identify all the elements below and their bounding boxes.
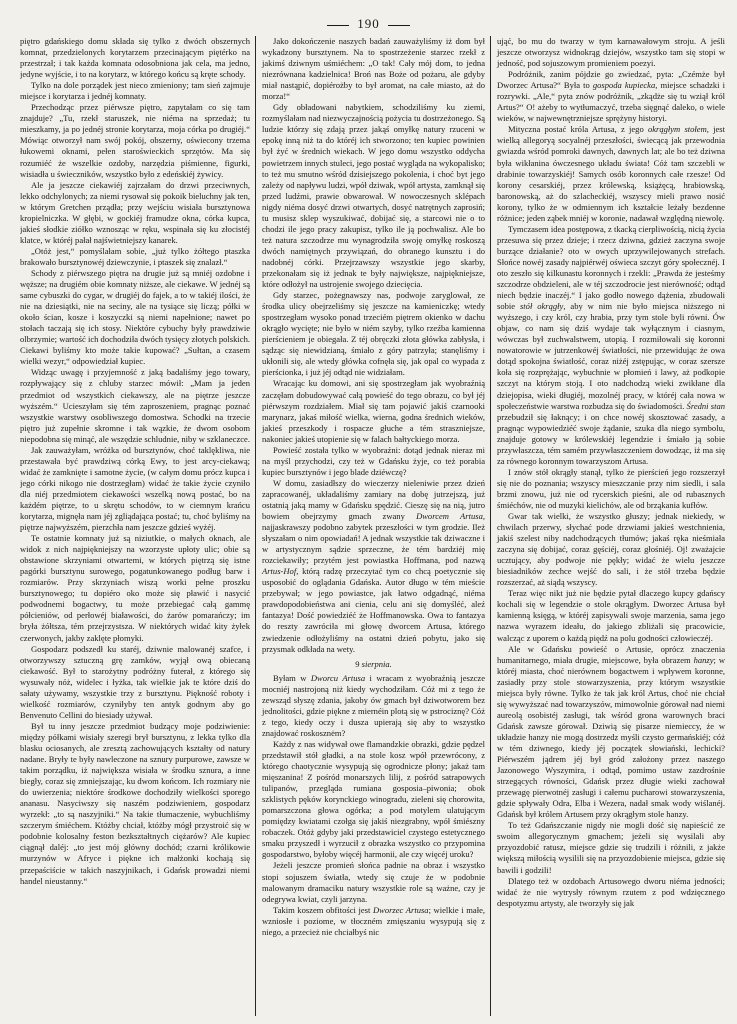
paragraph-text: ; w któréj miasta, choć nierównem bogactwem i wpływem koronne, zasiadły przy stole stowarzyszenia, przy którym wszystkie miejsca były równe. Tylko że tak jak król Artus, choć nie chciał się wywyższać nad towarzyszów, mimowolnie górował nad niemi aureolą osobistéj zasługi, tak wśród grona warownych braci Gdańsk zawsze górował. Dziwią się pisarze niemieccy, że w układzie hanzy nie mogą dostrzedz myśli czysto germańskiéj; cóż w tém dziwnego, kiedy jéj początek słowiański, lechicki? Piérwszém jądrem jéj był gród założony przez naszego Jazonowego Wyszymira, i odtąd, pomimo ustaw zazdrośnie strzegących równości, Gdańsk przez długie wieki zachował przewagę pierwotnéj zasługi i całemu pucharowi stowarzyszenia, gdzie spływały Odra, Elba i Wezera, nadał smak wody wiślanéj. Gdańsk był królem Artusem przy okrągłym stole hanzy. — [497, 654, 725, 820]
paragraph-text: Podróżnik, zanim pójdzie go zwiedzać, pyta: „Czémże był Dworzec Artusa?“ Była to — [497, 69, 725, 91]
column-3 — [490, 36, 725, 1016]
paragraph — [20, 268, 250, 367]
date-month: sierpnia. — [361, 658, 392, 669]
paragraph — [20, 533, 250, 643]
italic-phrase: Dworzec Artusa — [372, 904, 429, 915]
paragraph — [497, 69, 725, 124]
paragraph-text: Jak zauważyłam, wróżka od bursztynów, choć taklękliwa, nie przestawała być prawdziwą córką Ewy, to jest arcy-ciekawą; widać że zamknięte i samotne życie, (w całym domu prócz kupca i jego córki nikogo nie dostrzegłam) widać że takie życie czyniło dla niéj przedmiotem ciekawości wszelką nową postać, bo na każdém piętrze, to u skrętu schodów, to w ciemnym krańcu korytarza, mignęła nam jéj zgliądająca postać; tu, choć byliśmy na piętrze najwyższém, pierzchła nam jeszcze gdzieś wyżéj. — [20, 444, 250, 533]
paragraph-text: Każdy z nas widywał owe flamandzkie obrazki, gdzie pędzel przedstawił stół gładki, a na stole kosz wpół przewrócony, z którego chaotycznie wysypują się ogrodnicze płony; jakaż tam mięszanina! Z pośród monarszych lilij, z pośród satrapowych tulipanów, przegląda rumiana gosposia–piwonia; obok szklistych pęków korynckiego winogradu, zieleni się chorowita, pomarszczona głowa ogórka; a pod motylem ulatującym pomiędzy kwiatami czołga się jakiś niezgrabny, wpół śmiészny robaczek. Otóż gdyby jaki przedstawiciel czystego estetycznego smaku przyszedł i wyrzucił z obrazka wszystko co przypomina gospodarstwo, byłoby więcéj harmonii, ale czy więcéj uroku? — [262, 738, 485, 860]
paragraph-text: piętro gdańskiego domu składa się tylko z dwóch obszernych komnat, przedzielonych korytarzem przecinającym piętérko na przestrzał; i tak każda komnata odosobniona jak cela, ma jedno, jedyne wyjście, i to na korytarz, w którego końcu są kręte schody. — [20, 36, 250, 80]
paragraph-text: Jeżeli jeszcze promień słońca padnie na obraz i wszystko stopi sojuszem światła, wtedy się czuje że w podobnie malowanym dramaciku natury wszystkie role są ważne, czy je odegrywa kwiat, czyli jarzyna. — [262, 860, 485, 904]
page-number — [0, 16, 737, 32]
paragraph-text: Tylko na dole porządek jest nieco zmieniony; tam sień zajmuje miejsce i korytarza i jednéj komnaty. — [20, 80, 250, 102]
paragraph-text: , miejsce schadzki i rozrywki. „Ale,“ pyta znów podróżnik, „zkądże się tu wziął król Artus?“ O! ażeby to wytłumaczyć, trzeba sięgnąć daleko, o wiele wieków, w najwewnętrzniejsze sprężyny historyi. — [497, 80, 725, 124]
paragraph — [262, 378, 485, 444]
italic-phrase: okrągłym stołem — [647, 124, 707, 135]
paragraph — [20, 246, 250, 268]
paragraph — [497, 36, 725, 69]
paragraph-text: przebudził się łaknący; i on chce nowéj skosztować zasady, a pragnąc wypowiedziéć swoje żądanie, szuka dla niego symbolu, znajduje gotowy w królewskiéj legendzie i śmiało ją sobie przywłaszcza, tém samém przywłaszczeniem dowodząc, iż ma się za równego koronnym towarzyszom Artusa. — [497, 411, 725, 466]
paragraph-text: „Otóż jest,“ pomyślałam sobie, „już tylko żółtego ptaszka brakowało bursztynowéj dziewczynie, i ptaszek się znalazł.“ — [20, 245, 250, 267]
paragraph — [262, 478, 485, 655]
paragraph-text: Takim koszem obfitości jest — [273, 904, 373, 915]
paragraph — [20, 180, 250, 246]
paragraph-text: Dlatego też w ozdobach Artusowego dworu niéma jedności; widać że nie wytrysły równym rzutem z pod wdzięcznego despotyzmu artysty, ale tworzyły się jak — [497, 875, 725, 908]
paragraph-text: I znów stół okrągły stanął, tylko że pierścień jego rozszerzył się nie do poznania; wszyscy mieszczanie przy nim siedli, i sala brzmi znowu, już nie od rycerskich pieśni, ale od rubasznych śmiéchów, nie od muzyki kielichów, ale od brząkania kufłów. — [497, 466, 725, 510]
paragraph — [262, 102, 485, 290]
paragraph — [497, 467, 725, 511]
paragraph — [262, 36, 485, 102]
paragraph-text: Gwar tak wielki, że wszystko głuszy; jednak niekiedy, w chwilach przerwy, słychać pode drzwiami jakieś westchnienia, jakiś szelest niby nadchodzących tłumów; jakaś ręka nieśmiała zaczyna się dobijać, coraz gęściéj, coraz głośniéj. Oj! zważajcie ucztujący, aby podwoje nie pękły; widać że wielu jeszcze biesiadników zechce wejść do sali, i że stół trzeba będzie rozszerzać, aż siądą wszyscy. — [497, 511, 725, 588]
paragraph — [262, 739, 485, 861]
paragraph-text: To też Gdańszczanie nigdy nie mogli dość się napieścić ze swoim allegorycznym gmachem; jeżeli się wysilali aby przyozdobić ratusz, miejsce gdzie się trudzili i różnili, z jakże większą miłością wysilili się na przyozdobienie miejsca, gdzie się bawili i godzili! — [497, 820, 725, 875]
paragraph-text: Te ostatnie komnaty już są niziutkie, o małych oknach, ale widok z nich najpiękniejszy na wzorzyste upłoty ulic; obie są obstawione skrzyniami otwartemi, w których piętrzą się istne pagórki bursztynu surowego, pogatunkowanego podług barw i rozmiarów. Przy skrzyniach wiszą worki pełne proszku bursztynowego; tu dopiéro oko może się pławić i nasycić podwodnemi bogactwy, tu może przebiegać całą gammę półcieniów, od perłowéj białawości, do żarów pomarańczy; im bryła żółtsza, tém przejrzystsza. W niektórych widać kity żyłek czerwonych, jakby zaklęte płomyki. — [20, 533, 250, 643]
paragraph — [497, 224, 725, 467]
paragraph-text: Powieść została tylko w wyobraźni: dotąd jednak nieraz mi na myśl przychodzi, czy też w Gdańsku żyje, co też porabia kupiec bursztynów i jego blade dziéwczę? — [262, 444, 485, 477]
paragraph-text: Widząc uwagę i przyjemność z jaką badaliśmy jego towary, rozpływający się z chluby starzec mówił: „Mam ja jeden przedmiot od wszystkich ciekawszy, ale na piętrze jeszcze wyższém.“ Ucieszyłam się tém zaproszeniem, pragnąc poznać wszystkie warstwy osobliwszego domostwa. Schodki na trzecie piętro już zupełnie skromne i tak wązkie, że dwom osobom niepodobna się minąć, ale wszędzie schludnie, niby w szklaneczce. — [20, 367, 250, 444]
paragraph-text: , jest wielką allegoryą socyalnéj przeszłości, świecącą jak przewodnia gwiazda wśród pomroki dawnych, dawnych lat; ale bo też dziwna była wikłanina ówczesnego układu świata! Cóż tam szczebli w drabinie towarzyskiéj! Samych osób koronnych całe rzesze! Od korony cesarskiéj, przez królewską, książęcą, hrabiowską, baronowską, aż do szlacheckiéj, wszyscy mieli prawo nosić korony, tylko że w odmiennym ich kształcie leżały bezdenne różnice; jeden ząbek mniéj w koronie, nadawał względną niewolę. — [497, 124, 725, 223]
paragraph — [262, 860, 485, 904]
paragraph-text: Przechodząc przez piérwsze piętro, zapytałam co się tam znajduje? „Tu, rzekł staruszek, nie niéma na sprzedaż; tu mieszkamy, ja po jednéj stronie korytarza, moja córka po drugiéj.“ Mówiąc otworzył nam swój pokój, obszerny, oświecony trzema łukowemi oknami, pełen staroświeckich sprzętów. Ma się rozumiéć że wszelkie ozdoby, narzędzia piśmienne, figurki, wisiadła u świeczników, wszystko było z edeńskiéj żywicy. — [20, 102, 250, 179]
paragraph-text: Jako dokończenie naszych badań zauważyliśmy iż dom był wykadzony bursztynem. Na to spostrzeżenie starzec rzekł z jakimś dziwnym uśmiéchem: „O tak! Cały mój dom, to jedna niezrównana kadzielnica! Broń nas Boże od pożaru, ale gdyby miał nastąpić, dopiérożby to był aromat, na całe miasto, aż do morza!“ — [262, 36, 485, 102]
paragraph-text: Wracając ku domowi, ani się spostrzegłam jak wyobraźnią zaczęłam dobudowywać całą powieść do tego obrazu, co był jéj piérwszym rozdziałem. Miał się tam pojawić jakiś czarnooki marynarz, jakaś miłość wielka, wierna, godna średnich wieków, jakieś przeszkody i rospacze głuche a tém straszniejsze, nakoniec jakieś utopienie się w falach bałtyckiego morza. — [262, 378, 485, 444]
paragraph — [20, 367, 250, 444]
paragraph-text: Był tu inny jeszcze przedmiot budzący moje podziwienie: między półkami wisiały szeregi brył bursztynu, z lekka tylko dla blasku ociosanych, ale zresztą zachowujących kształty od natury nadane. Bryły te były nawleczone na sznury purpurowe, zawsze w takim porządku, iż największa wisiała w środku sznura, a inne biegły, coraz się zmniejszając, ku dwom końcom. Ich rozmiary nie do uwierzenia; niektóre środkowe dochodziły wielkości sporego ananasu. Nasyciwszy się naszém podziwieniem, gospodarz wyrzekł: „to są naszyjniki.“ Na takie tłumaczenie, wybuchliśmy szczerym śmiéchem. Któżby chciał, któżby mógł przystroić się w podobnie kolosalny feston bezkształtnych ciężarów? Ale kupiec ciągnął daléj: „to jest mój główny dochód; czarni królikowie murzynów w Afryce i piękne ich małżonki kochają się przepaściście w takich naszyjnikach, i Gdańsk prowadzi niemi handel nieustanny.“ — [20, 720, 250, 886]
paragraph — [497, 124, 725, 223]
paragraph — [262, 673, 485, 739]
paragraph-text: , aby w nim nie było miejsca niższego ni wyższego, i czy król, czy hrabia, przy tym stole byli równi. Ów objaw, co nam się dziś wydaje tak wyłącznym i ciasnym, wówczas był zuchwalstwem, utopią. I rozmiłowali się koronni nowatorowie w jutrzenkowéj światłości, nie przewidując że owa dotąd spokojna światłość, coraz niżéj zstępując, w coraz szersze koła się rozprężając, wybuchnie w płomień i lawy, aż podkopie szczyt na którym stoją. I oto nadchodzą wieki zwikłane dla dziejopisa, wieki długiéj, mozolnéj pracy, w któréj cała nowa w społeczeństwie warstwa rozbudza się do świadomości. — [497, 301, 725, 411]
paragraph — [262, 905, 485, 938]
paragraph — [497, 588, 725, 643]
italic-phrase: Dworcu Artusa — [310, 672, 366, 683]
paragraph — [20, 644, 250, 721]
page-number-dash-left — [327, 25, 349, 26]
date-heading — [262, 659, 485, 670]
italic-phrase: Średni stan — [686, 400, 725, 411]
paragraph-text: Tymczasem idea postępowa, z tkacką cierpliwością, nicią życia przesuwa się przez dzieje; i rzecz dziwna, gdzież zaczyna swoje burzące działanie? oto w owych uprzywilejowanych strefach. Słońce nowéj zasady najpiérwéj oświeca szczyt góry społecznéj. I oto zeszło się kilkunastu koronnych i rzekli: „Prawda że jesteśmy szczodrze obdzieleni, ale w téj szczodrocie jest nierówność; odtąd niech będzie inaczéj.“ I jako godło nowego dążenia, zbudowali sobie — [497, 223, 725, 312]
paragraph-text: Schody z piérwszego piętra na drugie już są mniéj ozdobne i węższe; na drugiém obie komnaty niższe, ale ciekawe. W jednéj są same cybuszki do cygar, w drugiéj do fajek, a to w takiéj ilości, że nie na dziesiątki, nie na seciny, ale na tysiące się liczą; półki w około ścian, kosze i koszyczki są niemi napełnione; nawet po stołach taczają się ich stosy. Niektóre cybuchy były prawdziwie olbrzymie; wartość ich dochodziła dwóch tysięcy złotych polskich. Ciekawi byliśmy kto może takie kupować? „Sułtan, a czasem wielki wezyr,“ odpowiedział kupiec. — [20, 267, 250, 367]
paragraph — [20, 102, 250, 179]
paragraph — [497, 511, 725, 588]
italic-phrase: gospoda kupiecka — [592, 80, 656, 91]
paragraph — [20, 36, 250, 80]
paragraph-text: Ale w Gdańsku powieść o Artusie, oprócz znaczenia humanitarnego, miała drugie, miejscowe, była obrazem — [497, 643, 725, 665]
paragraph-text: Teraz więc nikt już nie będzie pytał dlaczego kupcy gdańscy kochali się w legendzie o stole okrągłym. Dworzec Artusa był kamienną księgą, w któréj zapisywali swoje marzenia, sama jego nazwa wyrazem ideału, do jakiego zbliżali się pracowicie, walcząc z uporem o każdą piędź na polu godności człowieczéj. — [497, 588, 725, 643]
paragraph — [497, 820, 725, 875]
paragraph — [497, 876, 725, 909]
paragraph — [262, 290, 485, 378]
italic-phrase: stół okrągły — [519, 301, 564, 312]
page-number-text: 190 — [357, 16, 380, 31]
paragraph — [497, 644, 725, 821]
paragraph — [20, 445, 250, 533]
italic-phrase: Artus-Hof — [262, 566, 297, 577]
paragraph-text: i wracam z wyobraźnią jeszcze mocniéj nastrojoną niż kiedy wychodziłam. Cóż mi z tego że zewsząd słyszę zdania, jakoby ów gmach był dziwotworem bez jednolitości, gdzie piękne z miernéin plotą się w pstrociznę? Cóż z tego, kiedy oczy i dusza upierają się aby to wszystko znajdować roskosznėm? — [262, 672, 486, 738]
paragraph — [262, 445, 485, 478]
paragraph-text: Gdy starzec, pożegnawszy nas, podwoje zaryglował, ze środka ulicy obejrzeliśmy się jeszcze na kamieniczkę; wtedy spostrzegłam wysoko ponad trzeciém piętrem okienko w dachu okrągło wycięte; nie było w niém szyby, tylko rzeźba kamienna pierścieniem je obiegała. Z téj obręczki złota główka zabłysła, i sądząc się niewidzianą, śmiało z góry patrzyła; stanęliśmy i ukłonili się, ale wtedy główka cofnęła się, jak opal co wypada z pierścionka, i już jéj odtąd nie widziałam. — [262, 290, 485, 378]
paragraph-text: , najjaskrawszy podobno zabytek przeszłości w tym grodzie. Ileż słyszałam o nim opowiadań! A jednak wszystkie tak dziwaczne i w artystycznym sądzie sprzeczne, że tém bardziéj mię rozciekawiły; przytém jest powiastka Hoffmana, pod nazwą — [262, 511, 485, 566]
italic-phrase: Dworcem Artusa — [416, 511, 483, 522]
paragraph — [20, 721, 250, 887]
paragraph-text: ująć, bo mu do twarzy w tym karnawałowym stroju. A jeśli jeszcze otworzysz widnokrąg dziejów, wszystko tam się stopi w jedność, pod sojuszowym promieniem poezyi. — [497, 36, 725, 69]
paragraph-text: , którą radzę przeczytać tym co chcą poetycznie się usposobić do oglądania Gdańska. Autor długo w tém mieście przebywał; w jego powiastce, jak łatwo odgadnąć, niéma prawdopodobieństwa ani cienia, celu ani się domyśléć, aleź fantazya! Dość powiedziéć że Hoffmanowska. Owa to fantazya do reszty zawróciła mi głowę dworcem Artusa, którego zwiedzenie odłożyliśmy na ostatni dzień pobytu, jako się przysmak odkłada na wety. — [262, 566, 485, 654]
paragraph-text: ; wielkie i małe, wzniosłe i poziome, w tłoczném zmięszaniu wysypują się z niego, a przecież nie chciałbyś nic — [262, 904, 485, 937]
paragraph-text: W domu, zasiadłszy do wieczerzy nieleniwie przez dzień zapracowanéj, układaliśmy zamiary na dobę jutrzejszą, już ostatnią jaką mamy w Gdańsku spędzić. Cieszę się na nią, jutro bowiem obejrzymy gmach zwany — [262, 477, 485, 522]
italic-phrase: hanzy — [693, 654, 714, 665]
paragraph-text: Mityczna postać króla Artusa, z jego — [508, 124, 648, 135]
paragraph-text: Byłam w — [273, 672, 311, 683]
paragraph-text: Ale ja jeszcze ciekawiéj zajrzałam do drzwi przeciwnych, lekko odchylonych; za niemi rysował się pokoik bieluchny jak ten, w którym Gretchen prządła; przy wejściu wisiała bursztynowa kropielniczka. W głębi, w gockiéj framudze okna, córka kupca, jakieś słodkie ziółko wznosząc w ręku, wspinała się ku złocistéj klatce, w któréj pałał najświetniejszy kanarek. — [20, 179, 250, 245]
date-day: 9 — [355, 658, 360, 669]
column-2 — [255, 36, 490, 1016]
column-1 — [20, 36, 255, 1016]
page-number-dash-right — [388, 25, 410, 26]
paragraph-text: Gospodarz podszedł ku staréj, dziwnie malowanéj szafce, i otworzywszy sztuczną grę zamków, wyjął ową obiecaną ciekawość. Był to starożytny podróżny futerał, z którego się wysuwały nóż, widelec i łyżka, tak wielkie jak te które dziś do sałaty używamy, wszystkie trzy z bursztynu. Piękność roboty i wielkość rozmiarów, czyniłyby ten antyk godnym aby go Benvenuto Cellini do biesiady używał. — [20, 643, 250, 720]
text-columns — [20, 36, 725, 1016]
paragraph-text: Gdy obładowani nabytkiem, schodziliśmy ku ziemi, rozmyślałam nad niezwyczajnością pożycia tu dostrzeżonego. Są ludzie którzy się zdają przez jakąś omyłkę natury rzuceni w epokę inną niż ta do któréj ich stworzono; ten kupiec powinien był żyć w średnich wiekach. W jego domu wszystko oddycha powietrzem innych stuleci, jego postać wygląda na wykopalisko; to też mu smutno wśród dzisiejszego pokolenia, i choć byt jego zależy od napływu ludzi, wpół dziwak, wpół artysta, zamknął się przed ludźmi, prawie obwarował. W nowoczesnych sklépach nigdy niéma dosyć drzwi otwartych, dosyć natrętnych zaprosiń; tu musisz sklep wyszukiwać, dobijać się, a starcowi nie o to chodzi ile jego pracy zakupisz, tylko ile ją pochwalisz. Ale bo też natura szczodrze mu wynagrodziła swoję omyłkę roskoszą dwóch namiętnych przywiązań, do obranego kunsztu i do nadobnéj córki. Przejrzawszy wszystkie jego skarby, przekonałam się iż jednak te były największe, najpiękniejsze, które odłożył na ustrojenie swojego dziecięcia. — [262, 102, 485, 290]
paragraph — [20, 80, 250, 102]
